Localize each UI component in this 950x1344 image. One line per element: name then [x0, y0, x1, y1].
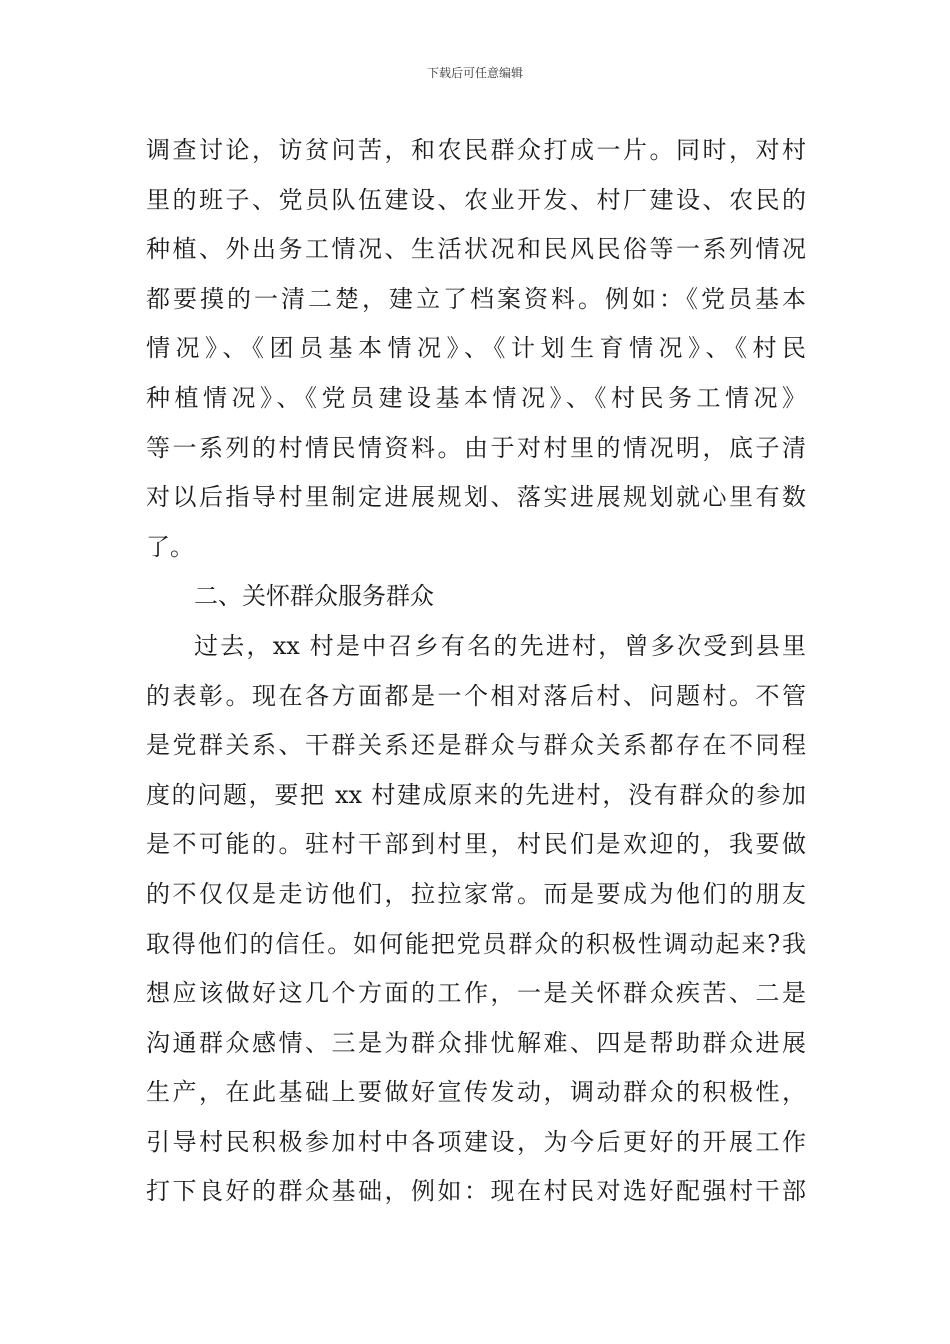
paragraph-line: 打下良好的群众基础，例如：现在村民对选好配强村干部 — [146, 1177, 806, 1206]
paragraph-line: 想应该做好这几个方面的工作，一是关怀群众疾苦、二是 — [146, 979, 806, 1008]
paragraph-line: 种植、外出务工情况、生活状况和民风民俗等一系列情况 — [146, 235, 806, 264]
paragraph-line: 种植情况》、《党员建设基本情况》、《村民务工情况》 — [146, 383, 806, 412]
paragraph-line: 里的班子、党员队伍建设、农业开发、村厂建设、农民的 — [146, 185, 806, 214]
paragraph-line: 对以后指导村里制定进展规划、落实进展规划就心里有数 — [146, 483, 806, 512]
page-header: 下载后可任意编辑 — [426, 66, 523, 80]
paragraph-line: 过去，xx 村是中召乡有名的先进村，曾多次受到县里 — [194, 631, 806, 660]
paragraph-line: 的表彰。现在各方面都是一个相对落后村、问题村。不管 — [146, 681, 806, 710]
paragraph-line: 生产，在此基础上要做好宣传发动，调动群众的积极性， — [146, 1078, 806, 1107]
document-body — [146, 126, 806, 1217]
paragraph-line: 取得他们的信任。如何能把党员群众的积极性调动起来?我 — [146, 929, 806, 958]
paragraph-line: 的不仅仅是走访他们，拉拉家常。而是要成为他们的朋友 — [146, 879, 806, 908]
section-heading: 二、关怀群众服务群众 — [194, 582, 434, 611]
paragraph-line: 调查讨论，访贫问苦，和农民群众打成一片。同时，对村 — [146, 136, 806, 164]
paragraph-line: 度的问题，要把 xx 村建成原来的先进村，没有群众的参加 — [146, 780, 806, 809]
paragraph-line: 等一系列的村情民情资料。由于对村里的情况明，底子清 — [146, 433, 806, 462]
paragraph-line: 是不可能的。驻村干部到村里，村民们是欢迎的，我要做 — [146, 830, 806, 859]
paragraph-line: 了。 — [146, 532, 194, 561]
paragraph-line: 沟通群众感情、三是为群众排忧解难、四是帮助群众进展 — [146, 1028, 806, 1057]
paragraph-line: 都要摸的一清二楚，建立了档案资料。例如：《党员基本 — [146, 284, 806, 313]
paragraph-line: 是党群关系、干群关系还是群众与群众关系都存在不同程 — [146, 731, 806, 760]
paragraph-line: 引导村民积极参加村中各项建设，为今后更好的开展工作 — [146, 1127, 806, 1156]
paragraph-line: 情况》、《团员基本情况》、《计划生育情况》、《村民 — [146, 334, 806, 363]
